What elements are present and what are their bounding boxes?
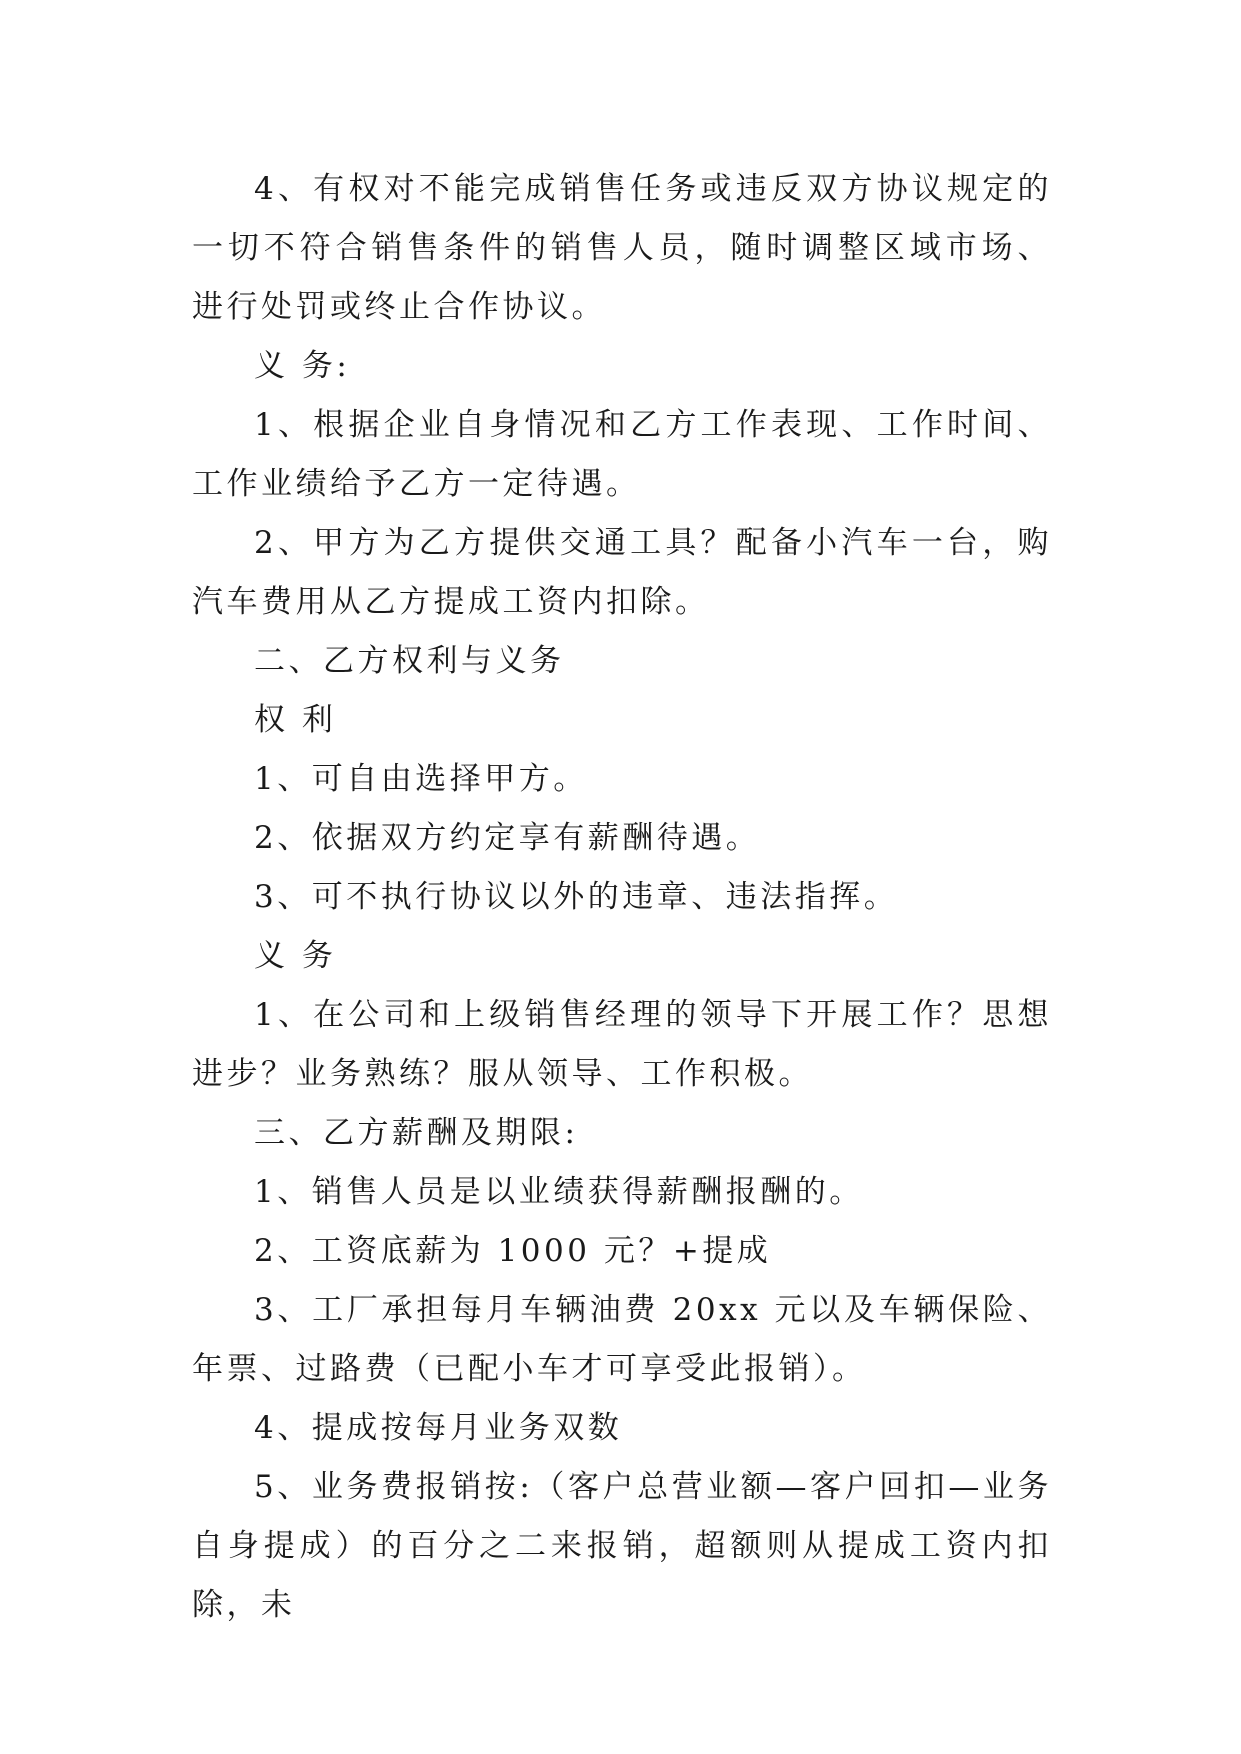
paragraph-obligation-1: 1、根据企业自身情况和乙方工作表现、工作时间、工作业绩给予乙方一定待遇。 (192, 407, 1052, 502)
paragraph-salary-2: 2、工资底薪为 1000 元？+提成 (254, 1233, 772, 1269)
paragraph-obligation-b-1: 1、在公司和上级销售经理的领导下开展工作？思想进步？业务熟练？服从领导、工作积极。 (192, 997, 1052, 1092)
section-heading-party-b: 二、乙方权利与义务 (254, 643, 565, 679)
paragraph-right-b-2: 2、依据双方约定享有薪酬待遇。 (254, 820, 761, 856)
paragraph-right-4: 4、有权对不能完成销售任务或违反双方协议规定的一切不符合销售条件的销售人员，随时调整区域市场、进行处罚或终止合作协议。 (192, 171, 1052, 325)
heading-rights-party-b: 权 利 (254, 702, 337, 738)
section-heading-salary: 三、乙方薪酬及期限: (254, 1115, 579, 1151)
paragraph-right-b-1: 1、可自由选择甲方。 (254, 761, 588, 797)
paragraph-salary-3: 3、工厂承担每月车辆油费 20xx 元以及车辆保险、年票、过路费（已配小车才可享受此报销）。 (192, 1292, 1052, 1387)
heading-obligations-party-a: 义 务: (254, 348, 351, 384)
paragraph-salary-4: 4、提成按每月业务双数 (254, 1410, 623, 1446)
document-body (192, 160, 1052, 1635)
paragraph-salary-5: 5、业务费报销按:（客户总营业额—客户回扣—业务自身提成）的百分之二来报销，超额则从提成工资内扣除，未 (192, 1469, 1052, 1623)
paragraph-salary-1: 1、销售人员是以业绩获得薪酬报酬的。 (254, 1174, 864, 1210)
paragraph-obligation-2: 2、甲方为乙方提供交通工具？配备小汽车一台，购汽车费用从乙方提成工资内扣除。 (192, 525, 1052, 620)
heading-obligations-party-b: 义 务 (254, 938, 337, 974)
paragraph-right-b-3: 3、可不执行协议以外的违章、违法指挥。 (254, 879, 899, 915)
